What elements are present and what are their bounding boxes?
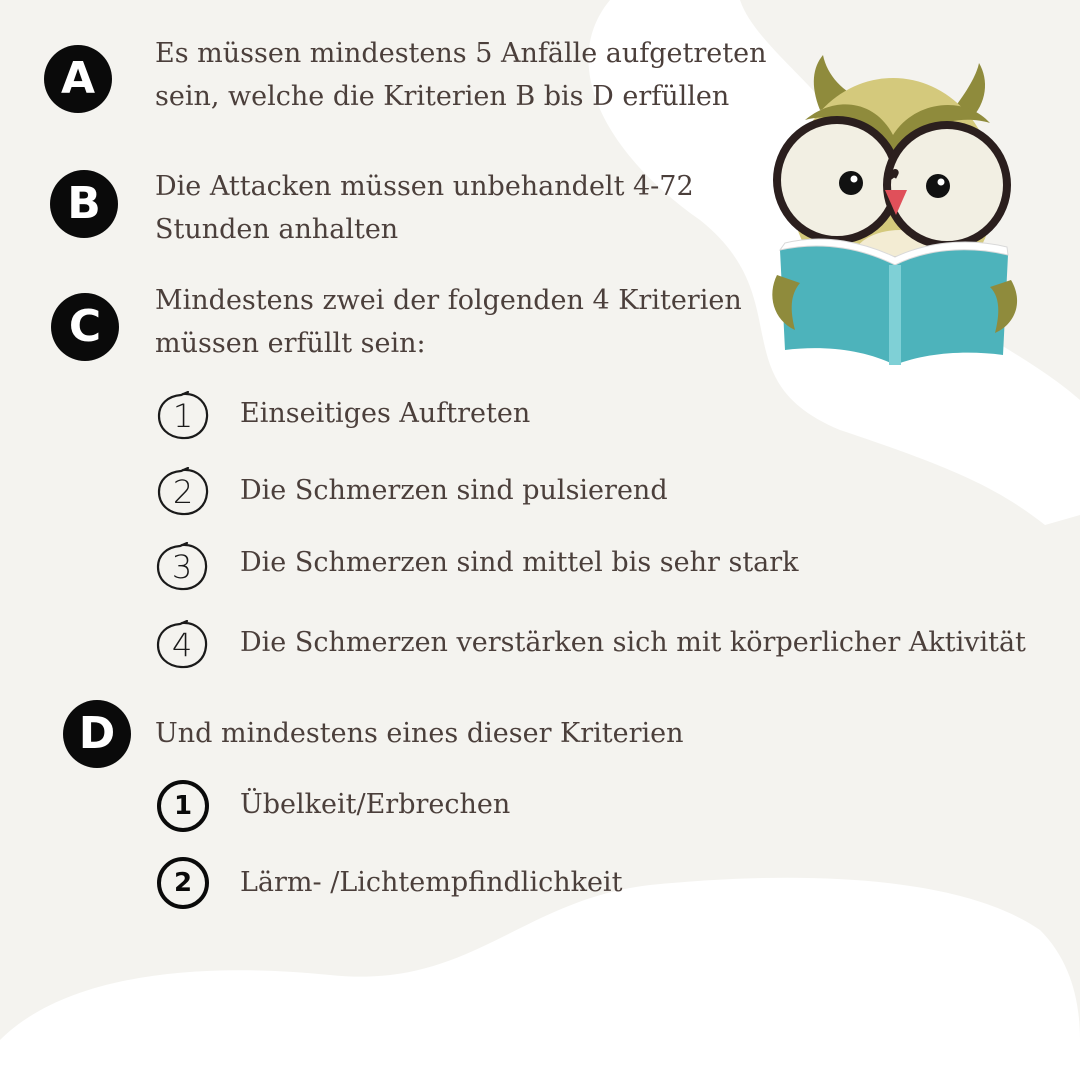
criterion-d-item-2-text: Lärm- /Lichtempfindlichkeit xyxy=(240,867,623,898)
criterion-c-item-2-text: Die Schmerzen sind pulsierend xyxy=(240,475,668,506)
criterion-a-text xyxy=(155,32,766,118)
criterion-d-badge: D xyxy=(63,700,131,768)
criterion-c-item-1-number: 1 xyxy=(156,391,210,441)
criterion-c-text xyxy=(155,279,742,365)
criterion-b-badge: B xyxy=(50,170,118,238)
criterion-d-item-1-text: Übelkeit/Erbrechen xyxy=(240,789,511,820)
criterion-c-badge: C xyxy=(51,293,119,361)
criterion-b-line-2: Stunden anhalten xyxy=(155,214,399,245)
criterion-d-item-1-number: 1 xyxy=(157,780,209,832)
criterion-a-line-1: Es müssen mindestens 5 Anfälle aufgetreten xyxy=(155,38,767,69)
owl-reading-book-icon xyxy=(765,45,1025,375)
criterion-c-item-3-text: Die Schmerzen sind mittel bis sehr stark xyxy=(240,547,799,578)
criterion-c-item-4-number: 4 xyxy=(155,620,209,670)
criterion-a-line-2: sein, welche die Kriterien B bis D erfüllen xyxy=(155,81,730,112)
criterion-c-item-1-text: Einseitiges Auftreten xyxy=(240,398,531,429)
criterion-c-item-4-text: Die Schmerzen verstärken sich mit körperlicher Aktivität xyxy=(240,627,1026,658)
criterion-b-line-1: Die Attacken müssen unbehandelt 4-72 xyxy=(155,171,694,202)
criterion-b-text xyxy=(155,165,694,251)
criterion-c-line-1: Mindestens zwei der folgenden 4 Kriterien xyxy=(155,285,742,316)
criterion-d-text xyxy=(155,712,684,755)
criterion-c-item-2-number: 2 xyxy=(156,467,210,517)
criterion-c-line-2: müssen erfüllt sein: xyxy=(155,328,426,359)
criterion-d-item-2-number: 2 xyxy=(157,857,209,909)
criterion-a-badge: A xyxy=(44,45,112,113)
criterion-d-line-1: Und mindestens eines dieser Kriterien xyxy=(155,718,684,749)
criterion-c-item-3-number: 3 xyxy=(155,542,209,592)
